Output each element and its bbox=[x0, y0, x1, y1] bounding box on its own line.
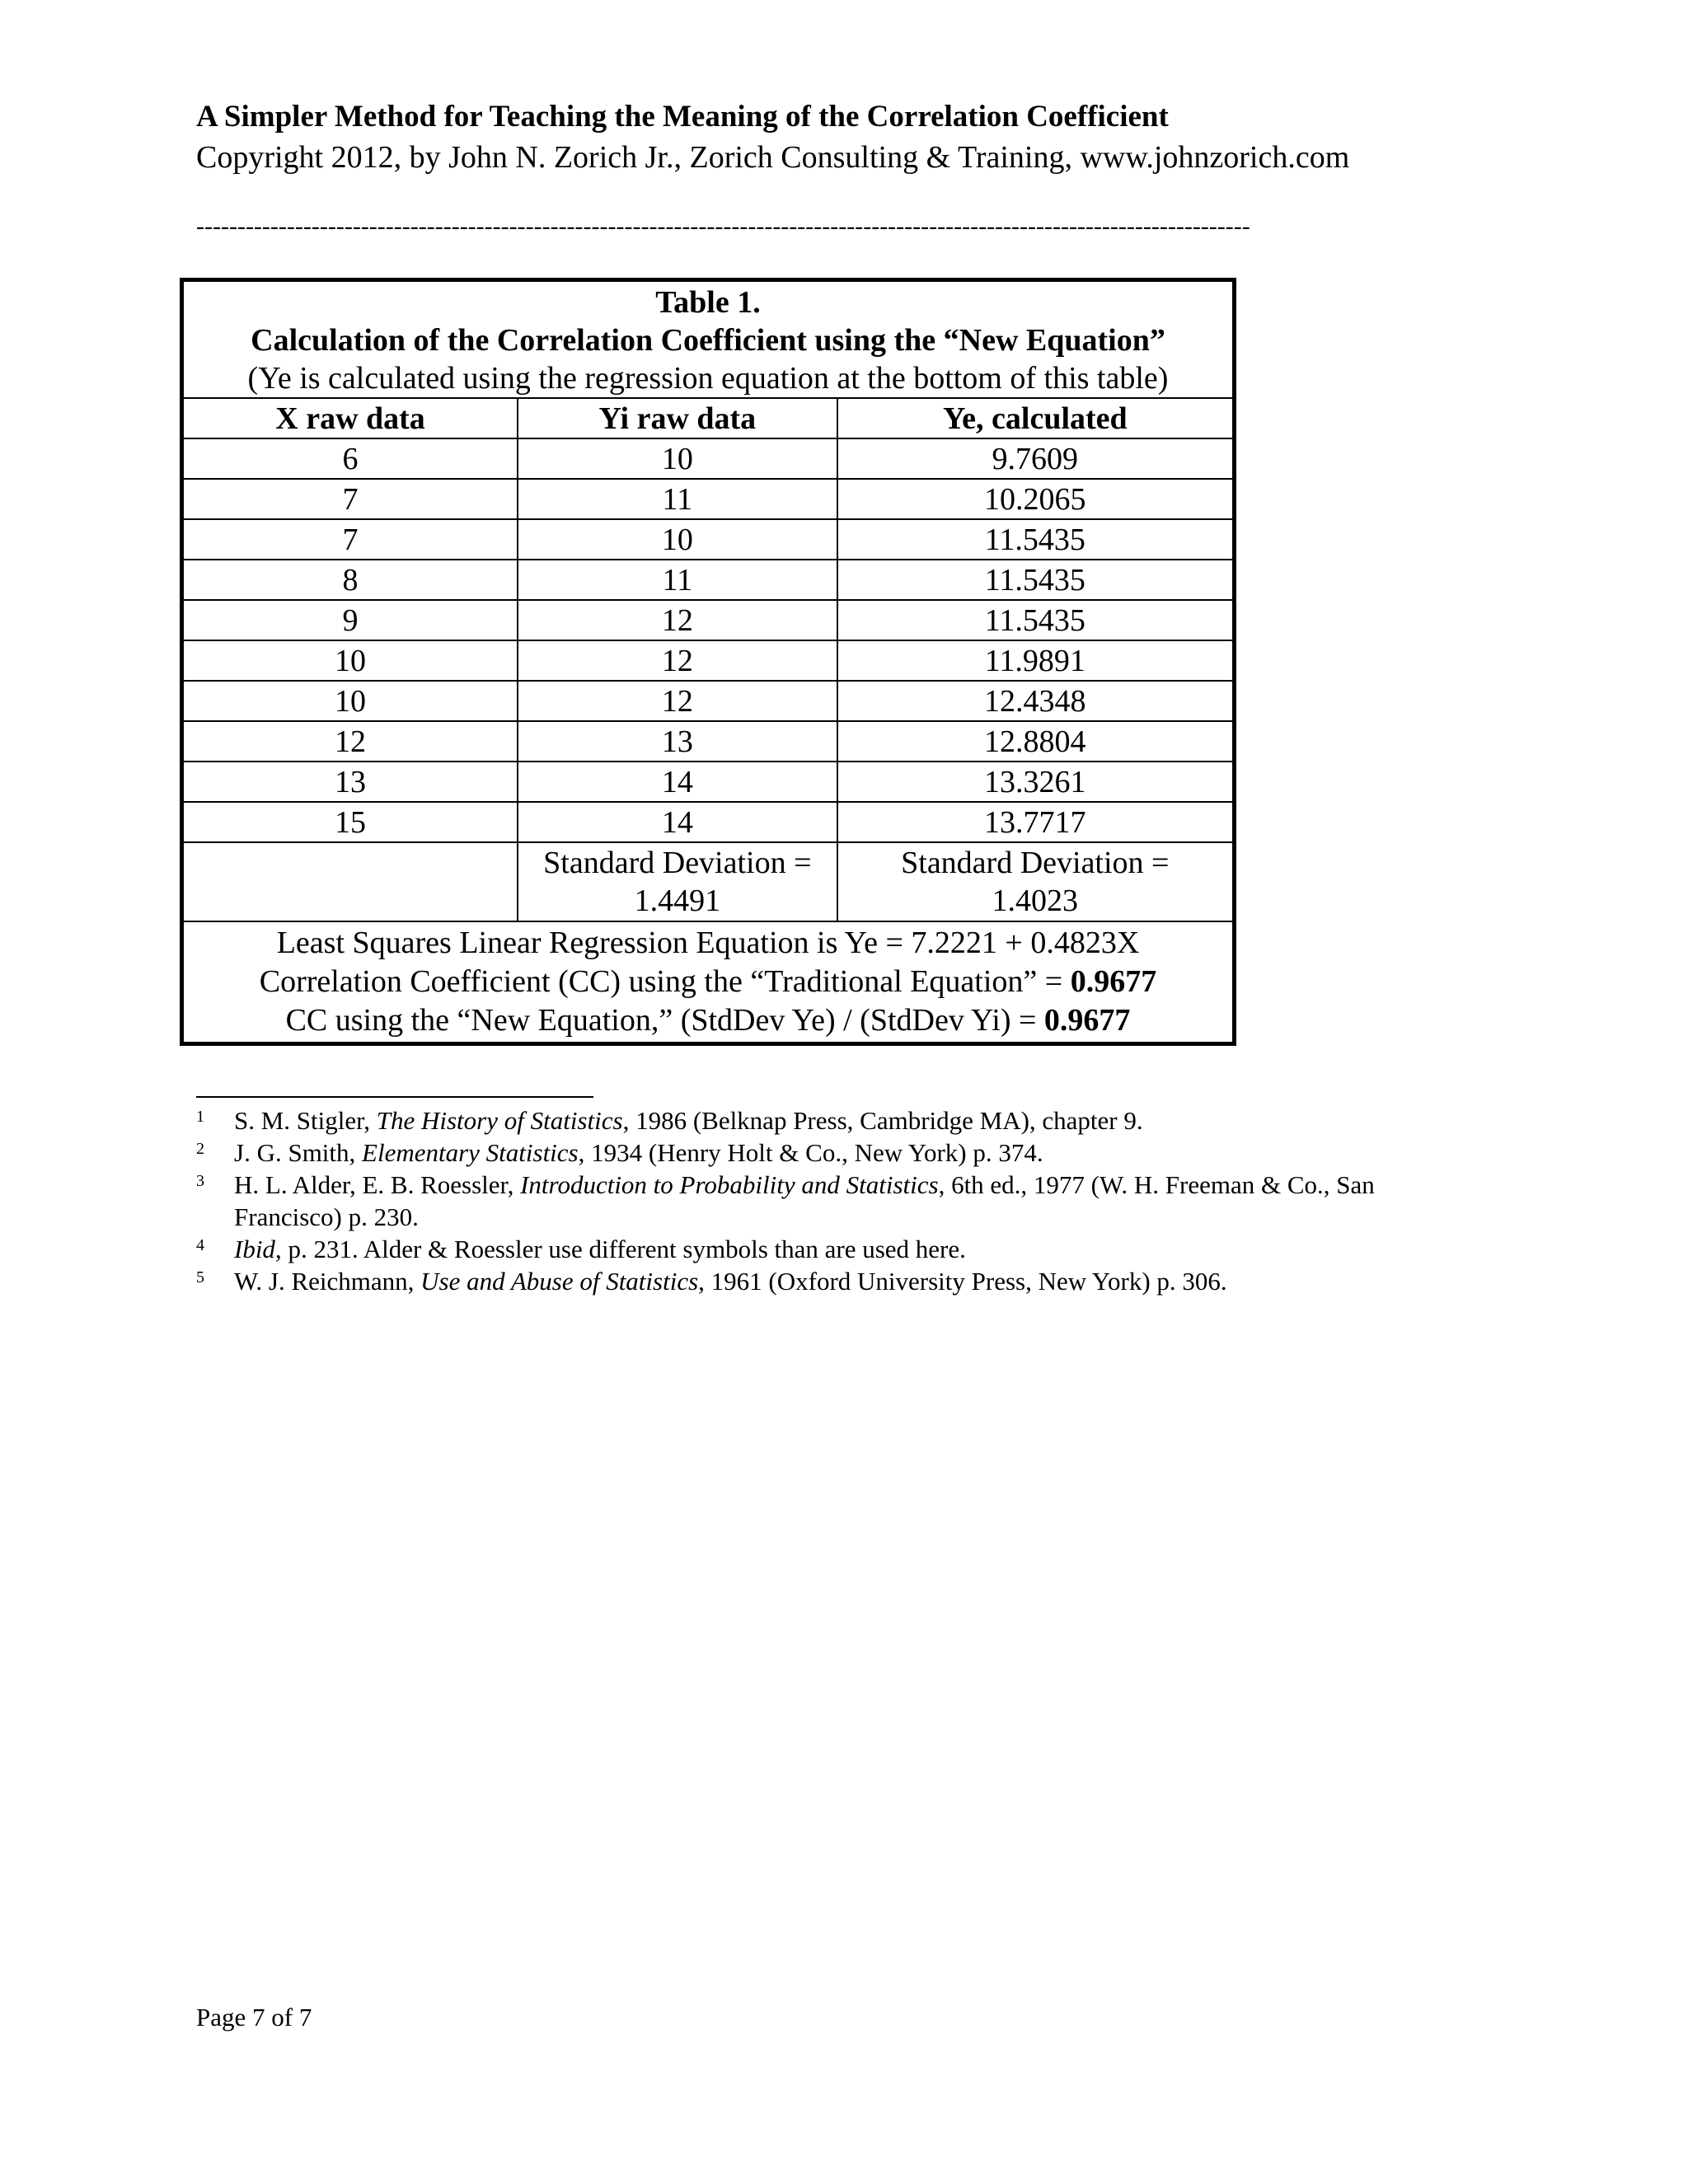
table-cell: 10 bbox=[518, 438, 837, 479]
table-cell: 11 bbox=[518, 479, 837, 519]
table-cell: 7 bbox=[182, 479, 518, 519]
table-cell: 10 bbox=[518, 519, 837, 560]
footnote-title: Ibid, bbox=[234, 1235, 282, 1263]
footnote-text: , 1934 (Henry Holt & Co., New York) p. 374. bbox=[578, 1138, 1043, 1167]
column-header: X raw data bbox=[182, 398, 518, 438]
column-header: Yi raw data bbox=[518, 398, 837, 438]
footnotes bbox=[196, 1104, 1482, 1297]
table-cell: 9.7609 bbox=[837, 438, 1235, 479]
table-row bbox=[182, 681, 1235, 721]
table-row bbox=[182, 479, 1235, 519]
table-cell: 14 bbox=[518, 762, 837, 802]
cc-traditional-line bbox=[184, 963, 1232, 1001]
table-note: (Ye is calculated using the regression equation at the bottom of this table) bbox=[247, 361, 1169, 396]
stddev-label: Standard Deviation = bbox=[543, 846, 812, 880]
stddev-ye-cell bbox=[837, 842, 1235, 921]
cc-new-text: CC using the “New Equation,” (StdDev Ye) / (StdDev Yi) = bbox=[285, 1003, 1044, 1038]
table-cell: 12.8804 bbox=[837, 721, 1235, 762]
table-cell: 12 bbox=[518, 640, 837, 681]
footnote-rule bbox=[196, 1096, 593, 1098]
cc-new-value: 0.9677 bbox=[1043, 1003, 1131, 1038]
footnote-number: 4 bbox=[196, 1236, 204, 1254]
table-cell: 13.7717 bbox=[837, 802, 1235, 842]
stddev-label: Standard Deviation = bbox=[901, 846, 1170, 880]
summary-cell bbox=[182, 921, 1235, 1044]
table-cell: 12 bbox=[518, 681, 837, 721]
cc-traditional-text: Correlation Coefficient (CC) using the “Traditional Equation” = bbox=[259, 964, 1071, 999]
summary-row bbox=[182, 921, 1235, 1044]
table-cell: 7 bbox=[182, 519, 518, 560]
table-cell: 13 bbox=[518, 721, 837, 762]
table-cell: 6 bbox=[182, 438, 518, 479]
table-cell: 11.5435 bbox=[837, 560, 1235, 600]
footnote-title: Use and Abuse of Statistics bbox=[420, 1267, 699, 1296]
footnote-text: , 6th ed., 1977 (W. H. Freeman & Co., San Francisco) p. 230. bbox=[234, 1170, 1375, 1231]
stddev-ye-value: 1.4023 bbox=[992, 883, 1079, 918]
footnote-text: , 1986 (Belknap Press, Cambridge MA), chapter 9. bbox=[622, 1106, 1143, 1135]
table-cell: 14 bbox=[518, 802, 837, 842]
table-row bbox=[182, 802, 1235, 842]
cc-new-line bbox=[184, 1001, 1232, 1040]
table-caption bbox=[182, 280, 1235, 399]
table-cell: 10 bbox=[182, 640, 518, 681]
dashed-separator: -------------------------------------------------------------------------------------------------------------------------------- bbox=[196, 213, 1250, 240]
footnote bbox=[196, 1233, 1482, 1265]
empty-cell bbox=[182, 842, 518, 921]
footnote-text: H. L. Alder, E. B. Roessler, bbox=[234, 1170, 521, 1199]
table-cell: 12.4348 bbox=[837, 681, 1235, 721]
table-cell: 11.5435 bbox=[837, 519, 1235, 560]
footnote bbox=[196, 1169, 1482, 1233]
table-row bbox=[182, 762, 1235, 802]
table-cell: 10.2065 bbox=[837, 479, 1235, 519]
footnote bbox=[196, 1104, 1482, 1137]
footnote-number: 2 bbox=[196, 1140, 204, 1158]
footnote-text: J. G. Smith, bbox=[234, 1138, 363, 1167]
table-cell: 9 bbox=[182, 600, 518, 640]
table-cell: 15 bbox=[182, 802, 518, 842]
table-cell: 8 bbox=[182, 560, 518, 600]
footnote-text: p. 231. Alder & Roessler use different symbols than are used here. bbox=[281, 1235, 966, 1263]
footnote-number: 1 bbox=[196, 1108, 204, 1126]
table-row bbox=[182, 721, 1235, 762]
table-cell: 13.3261 bbox=[837, 762, 1235, 802]
copyright-line: Copyright 2012, by John N. Zorich Jr., Zorich Consulting & Training, www.johnzorich.com bbox=[196, 140, 1350, 175]
footnote bbox=[196, 1265, 1482, 1297]
page-header bbox=[196, 97, 1614, 178]
footnote-text: , 1961 (Oxford University Press, New York) p. 306. bbox=[698, 1267, 1227, 1296]
table-title: Calculation of the Correlation Coefficient using the “New Equation” bbox=[251, 323, 1165, 358]
footnote-number: 3 bbox=[196, 1172, 204, 1190]
stddev-row bbox=[182, 842, 1235, 921]
table-cell: 10 bbox=[182, 681, 518, 721]
footnote-title: Elementary Statistics bbox=[362, 1138, 579, 1167]
table-row bbox=[182, 438, 1235, 479]
table-cell: 12 bbox=[182, 721, 518, 762]
footnote-title: Introduction to Probability and Statistics bbox=[520, 1170, 939, 1199]
table-1 bbox=[180, 278, 1236, 1046]
footnote-number: 5 bbox=[196, 1268, 204, 1286]
table-row bbox=[182, 560, 1235, 600]
table-row bbox=[182, 519, 1235, 560]
table-label: Table 1. bbox=[655, 285, 761, 320]
footnote-title: The History of Statistics bbox=[376, 1106, 623, 1135]
table-cell: 11.5435 bbox=[837, 600, 1235, 640]
footnote bbox=[196, 1137, 1482, 1169]
table-header-row bbox=[182, 398, 1235, 438]
table-row bbox=[182, 640, 1235, 681]
stddev-yi-cell bbox=[518, 842, 837, 921]
regression-equation: Least Squares Linear Regression Equation is Ye = 7.2221 + 0.4823X bbox=[276, 926, 1140, 960]
table-cell: 13 bbox=[182, 762, 518, 802]
document-title: A Simpler Method for Teaching the Meaning of the Correlation Coefficient bbox=[196, 100, 1169, 134]
table-row bbox=[182, 600, 1235, 640]
table-cell: 11 bbox=[518, 560, 837, 600]
cc-traditional-value: 0.9677 bbox=[1070, 964, 1157, 999]
footnote-text: W. J. Reichmann, bbox=[234, 1267, 421, 1296]
table-cell: 11.9891 bbox=[837, 640, 1235, 681]
table-cell: 12 bbox=[518, 600, 837, 640]
correlation-table bbox=[180, 278, 1236, 1046]
footnote-text: S. M. Stigler, bbox=[234, 1106, 377, 1135]
page-number: Page 7 of 7 bbox=[196, 2003, 312, 2032]
column-header: Ye, calculated bbox=[837, 398, 1235, 438]
stddev-yi-value: 1.4491 bbox=[634, 883, 721, 918]
